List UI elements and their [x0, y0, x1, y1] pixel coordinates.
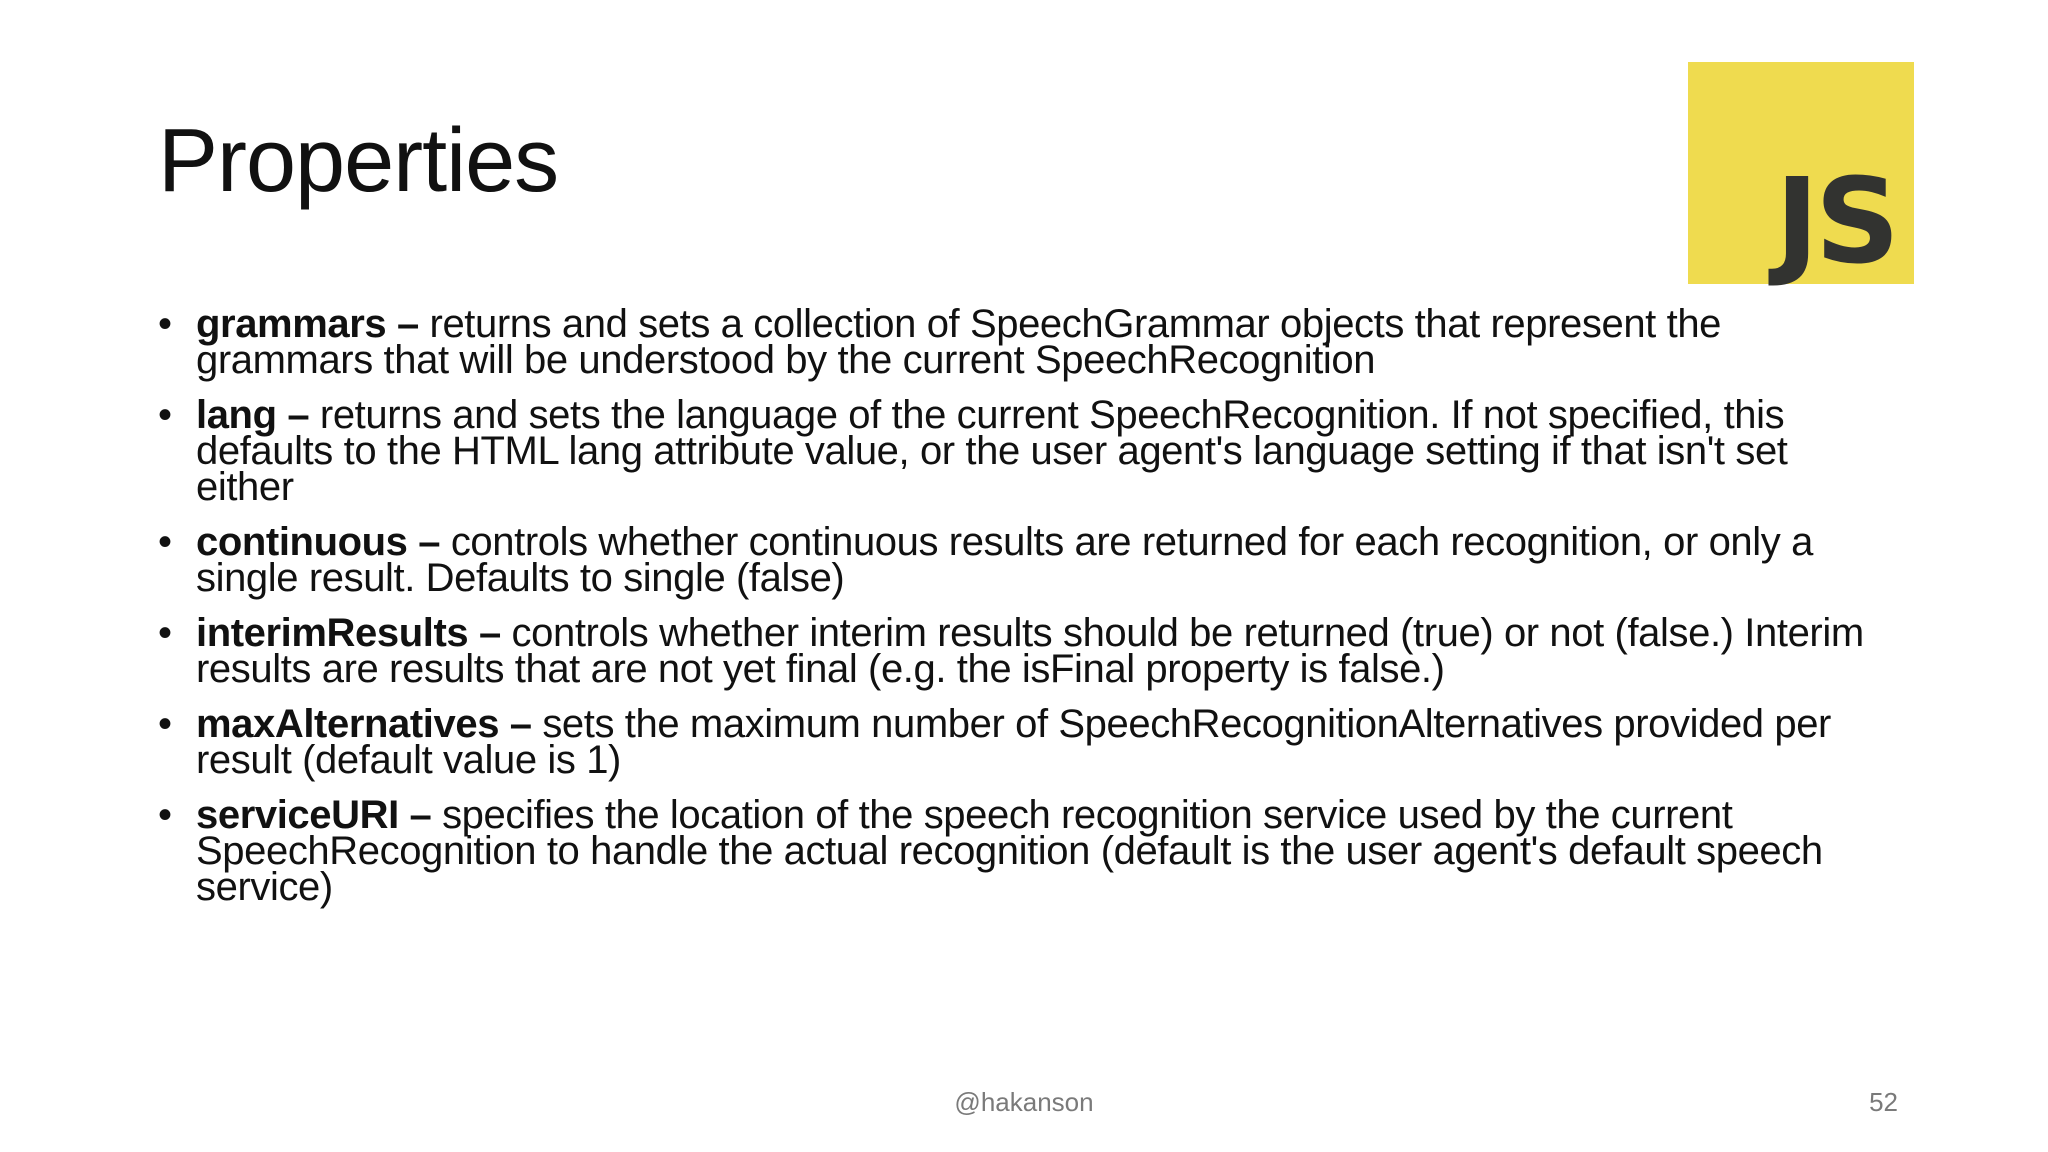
property-term: continuous –: [196, 520, 441, 564]
logo-text: JS: [1775, 152, 1896, 290]
bullet-icon: •: [158, 793, 172, 837]
bullet-icon: •: [158, 702, 172, 746]
properties-list: [158, 302, 1888, 924]
property-term: maxAlternatives –: [196, 702, 532, 746]
property-description: specifies the location of the speech recognition service used by the current SpeechRecognition to handle the actual recognition (default is the user agent's default speech service): [196, 793, 1823, 909]
list-item-grammars: [158, 302, 1888, 382]
property-description: returns and sets the language of the current SpeechRecognition. If not specified, this defaults to the HTML lang attribute value, or the user agent's language setting if that isn't set either: [196, 393, 1788, 509]
list-item-max-alternatives: [158, 702, 1888, 782]
property-description: controls whether interim results should be returned (true) or not (false.) Interim results are results that are not yet final (e.g. the isFinal property is false.): [196, 611, 1864, 691]
page-number: 52: [1869, 1087, 1898, 1117]
javascript-logo-icon: [1688, 62, 1914, 290]
property-term: interimResults –: [196, 611, 501, 655]
bullet-icon: •: [158, 520, 172, 564]
bullet-icon: •: [158, 302, 172, 346]
list-item-continuous: [158, 520, 1888, 600]
property-description: returns and sets a collection of SpeechGrammar objects that represent the grammars that will be understood by the current SpeechRecognition: [196, 302, 1722, 382]
bullet-icon: •: [158, 611, 172, 655]
property-term: serviceURI –: [196, 793, 432, 837]
author-handle: @hakanson: [954, 1087, 1094, 1117]
property-description: sets the maximum number of SpeechRecognitionAlternatives provided per result (default value is 1): [196, 702, 1831, 782]
slide-title: Properties: [158, 111, 559, 211]
property-term: lang –: [196, 393, 310, 437]
list-item-interim-results: [158, 611, 1888, 691]
list-item-service-uri: [158, 793, 1888, 909]
list-item-lang: [158, 393, 1888, 509]
property-description: controls whether continuous results are returned for each recognition, or only a single result. Defaults to single (false): [196, 520, 1813, 600]
property-term: grammars –: [196, 302, 419, 346]
bullet-icon: •: [158, 393, 172, 437]
